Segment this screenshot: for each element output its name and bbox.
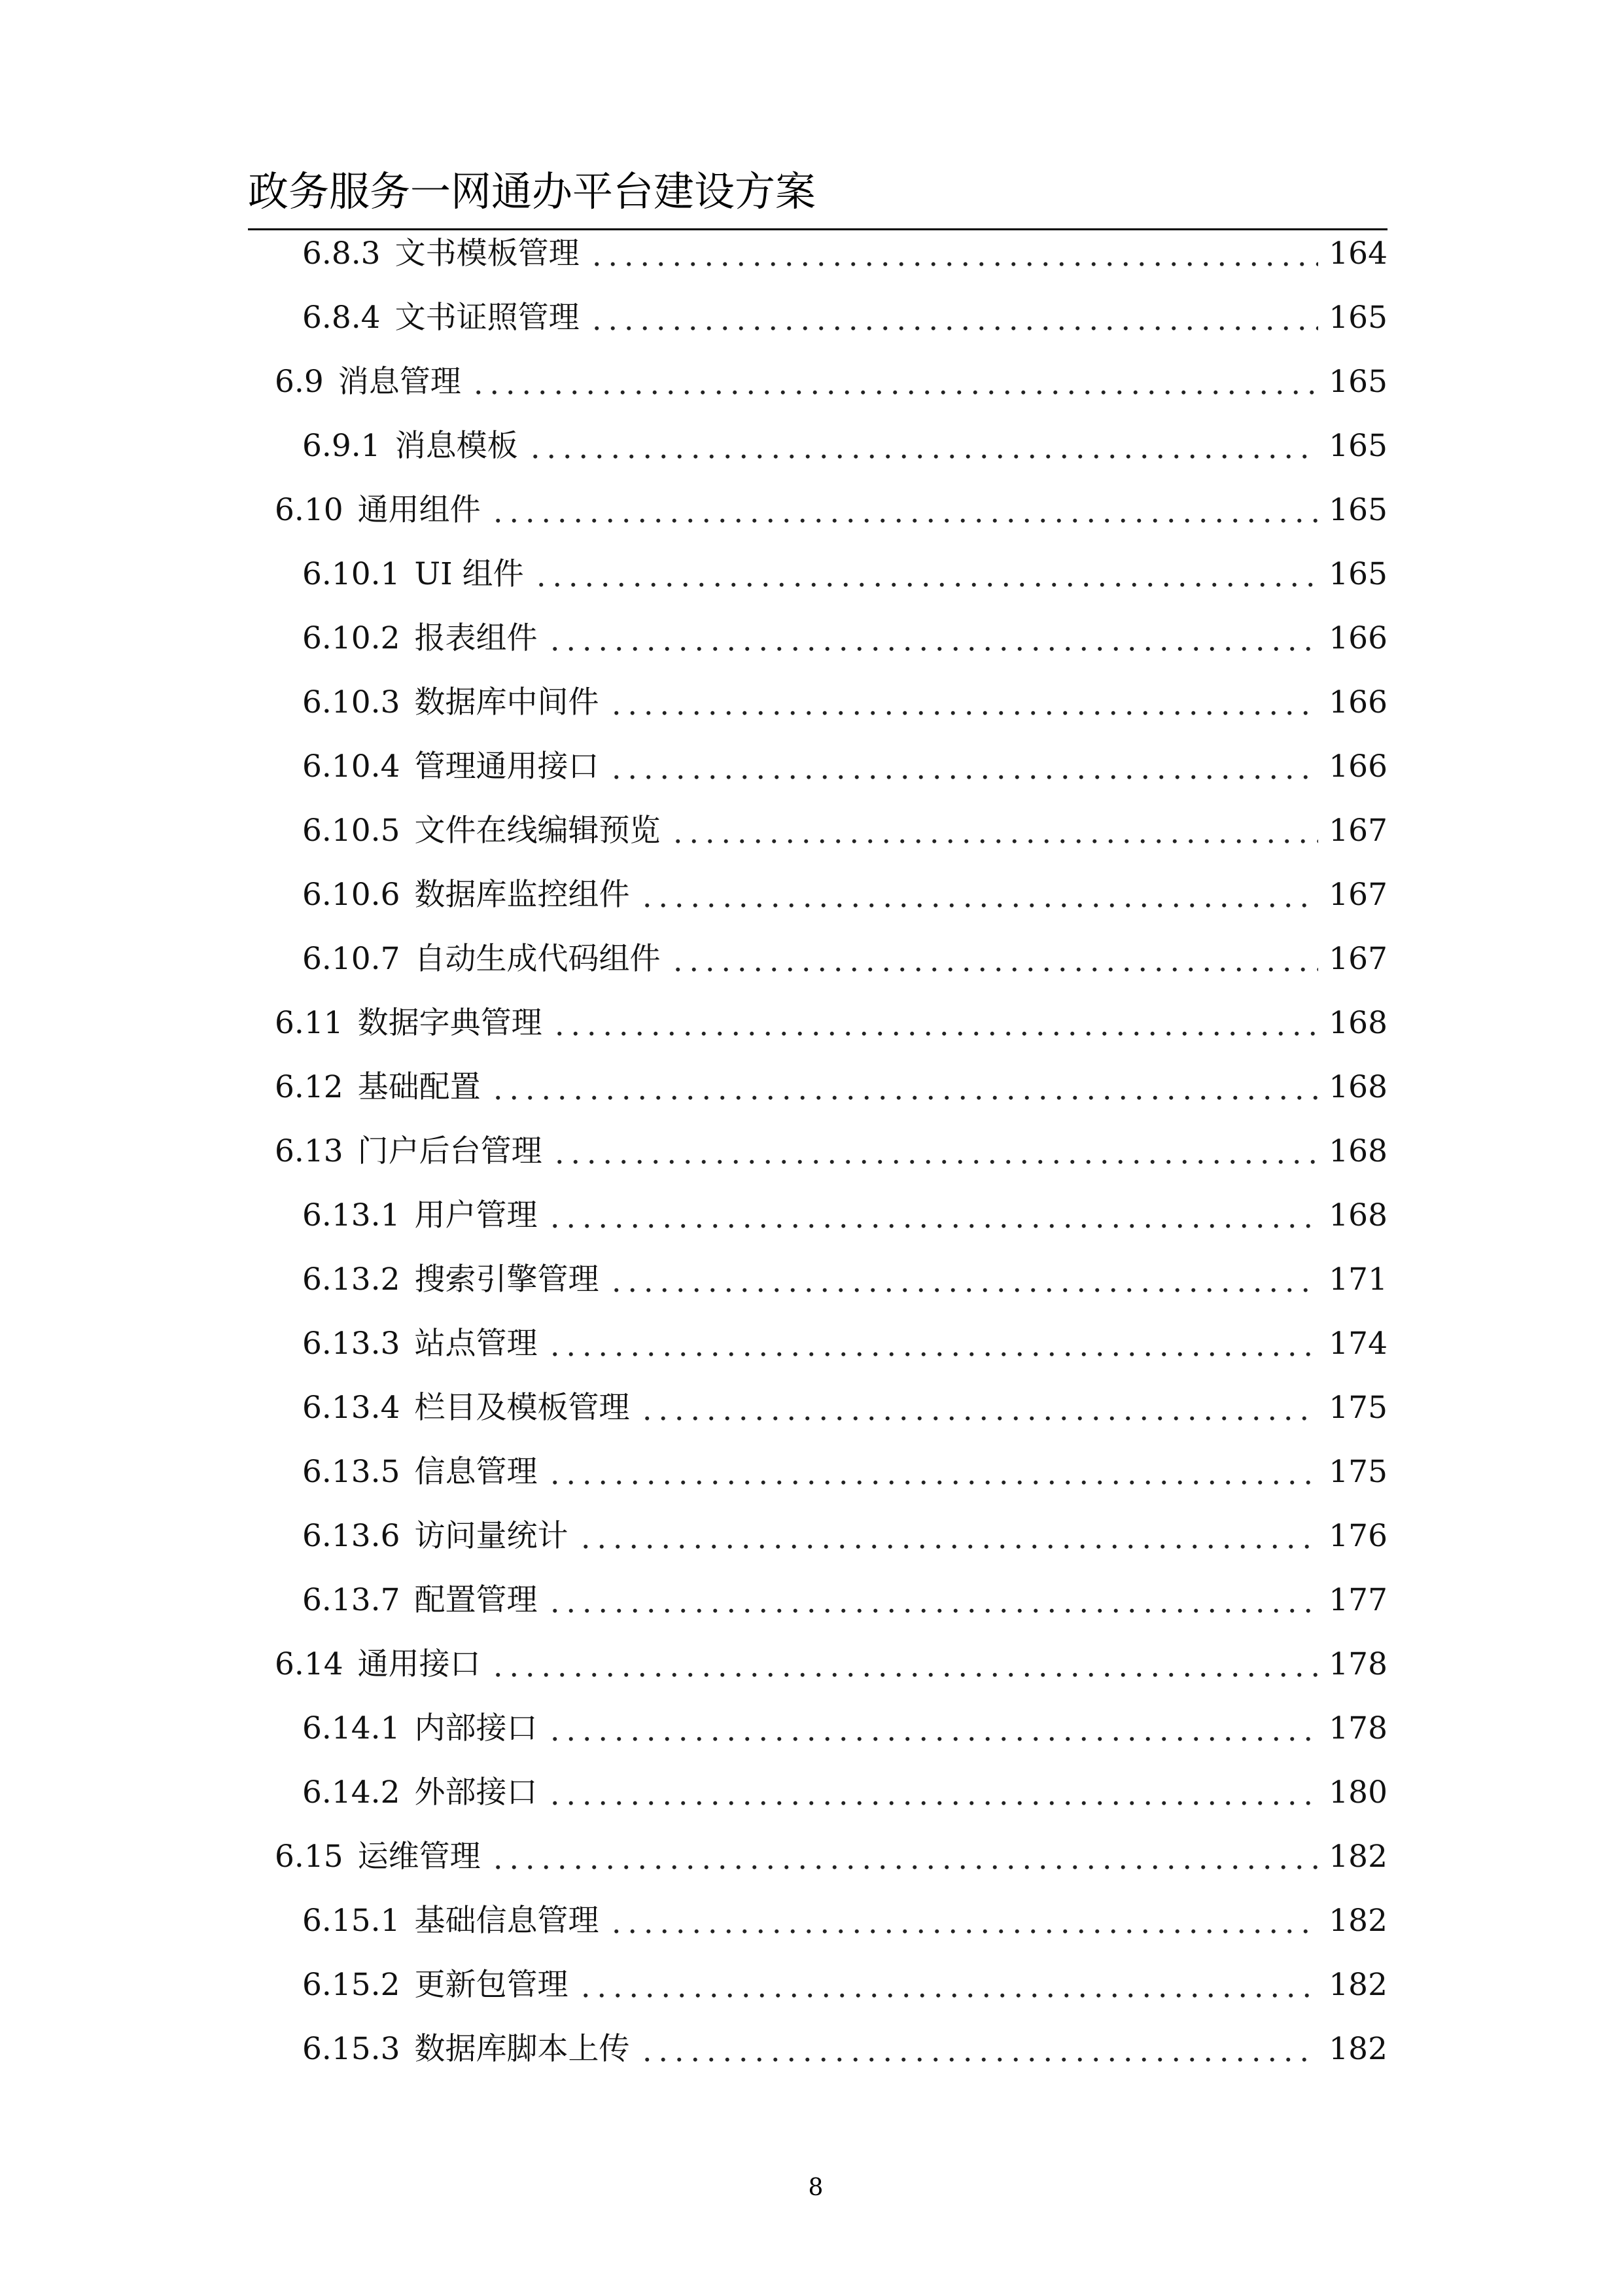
toc-entry-page: 182 [1329,2031,1387,2067]
toc-entry-number: 6.13.7 [302,1582,400,1618]
toc-entry-page: 165 [1329,428,1387,464]
toc-entry-number: 6.10 [275,492,343,528]
toc-entry-title: 文书证照管理 [394,300,580,336]
toc-entry-page: 166 [1329,684,1387,720]
toc-entry-number: 6.13.4 [302,1390,400,1426]
toc-entry-title: 数据库脚本上传 [414,2031,630,2067]
toc-entry-number: 6.10.1 [302,556,400,592]
toc-entry-page: 182 [1329,1839,1387,1875]
dot-leader [608,1262,1319,1298]
toc-entry-title: 通用接口 [357,1646,481,1682]
toc-entry [275,222,1387,286]
toc-entry [275,991,1387,1055]
toc-entry-title: 门户后台管理 [357,1133,542,1169]
toc-entry-title: 信息管理 [414,1454,538,1490]
toc-entry-number: 6.15.3 [302,2031,400,2067]
dot-leader [551,1005,1319,1042]
toc-entry [275,1120,1387,1184]
toc-entry-page: 175 [1329,1390,1387,1426]
toc-entry [275,350,1387,414]
dot-leader [490,1839,1319,1875]
dot-leader [547,1710,1319,1747]
toc-entry [275,286,1387,350]
toc-entry [275,1889,1387,1953]
toc-entry [275,1761,1387,1825]
toc-entry-title: 外部接口 [414,1775,538,1810]
toc-entry-title: 管理通用接口 [414,749,599,785]
toc-entry [275,863,1387,927]
dot-leader [547,620,1319,657]
toc-entry-page: 174 [1329,1326,1387,1362]
dot-leader [608,684,1319,721]
toc-entry-page: 167 [1329,941,1387,977]
dot-leader [578,1518,1319,1555]
toc-entry-number: 6.8.4 [302,300,381,336]
toc-entry [275,735,1387,799]
toc-entry-page: 171 [1329,1262,1387,1298]
toc-entry-page: 168 [1329,1005,1387,1041]
toc-entry-page: 167 [1329,877,1387,913]
toc-entry-number: 6.13.3 [302,1326,400,1362]
toc-entry-page: 166 [1329,749,1387,785]
toc-entry-title: 用户管理 [414,1197,538,1233]
toc-entry [275,1376,1387,1440]
toc-entry-number: 6.13.2 [302,1262,400,1298]
toc-entry-page: 168 [1329,1069,1387,1105]
toc-entry-number: 6.14.1 [302,1710,400,1746]
toc-entry-number: 6.15.1 [302,1903,400,1939]
toc-entry [275,414,1387,478]
toc-entry [275,2017,1387,2081]
dot-leader [608,1903,1319,1939]
dot-leader [551,1133,1319,1170]
toc-entry-page: 165 [1329,492,1387,528]
toc-entry-number: 6.9 [275,364,324,400]
toc-entry-title: 数据库监控组件 [414,877,630,913]
toc-entry-page: 175 [1329,1454,1387,1490]
toc-entry-number: 6.9.1 [302,428,381,464]
toc-entry-number: 6.13.1 [302,1197,400,1233]
toc-entry-title: 基础信息管理 [414,1903,599,1939]
toc-entry [275,1697,1387,1761]
toc-entry-number: 6.13.5 [302,1454,400,1490]
toc-entry-page: 182 [1329,1967,1387,2003]
toc-entry-page: 177 [1329,1582,1387,1618]
toc-entry-title: 更新包管理 [414,1967,568,2003]
toc-entry-number: 6.14 [275,1646,343,1682]
table-of-contents [275,222,1387,2081]
toc-entry-number: 6.13.6 [302,1518,400,1554]
dot-leader [589,300,1319,336]
toc-entry-title: 基础配置 [357,1069,481,1105]
toc-entry [275,607,1387,671]
toc-entry [275,1184,1387,1248]
toc-entry-number: 6.8.3 [302,236,381,272]
toc-entry-title: 站点管理 [414,1326,538,1362]
toc-entry-number: 6.13 [275,1133,343,1169]
toc-entry [275,1825,1387,1889]
toc-entry [275,1633,1387,1697]
toc-entry-page: 168 [1329,1133,1387,1169]
toc-entry-page: 180 [1329,1775,1387,1810]
toc-entry-number: 6.12 [275,1069,343,1105]
toc-entry-page: 165 [1329,556,1387,592]
toc-entry [275,542,1387,607]
toc-entry-page: 182 [1329,1903,1387,1939]
toc-entry-page: 166 [1329,620,1387,656]
dot-leader [490,1069,1319,1106]
toc-entry-title: 消息管理 [338,364,461,400]
toc-entry-page: 178 [1329,1646,1387,1682]
toc-entry [275,1055,1387,1120]
toc-entry-number: 6.10.7 [302,941,400,977]
document-header-title: 政务服务一网通办平台建设方案 [248,168,816,215]
toc-entry-title: 数据库中间件 [414,684,599,720]
toc-entry-title: 消息模板 [394,428,518,464]
page-number: 8 [808,2174,824,2201]
toc-entry-number: 6.15 [275,1839,343,1875]
toc-entry-title: 报表组件 [414,620,538,656]
toc-entry-title: 访问量统计 [414,1518,568,1554]
dot-leader [670,941,1319,978]
toc-entry [275,1953,1387,2017]
dot-leader [639,877,1319,913]
dot-leader [608,749,1319,785]
dot-leader [578,1967,1319,2004]
dot-leader [547,1326,1319,1362]
toc-entry-title: 配置管理 [414,1582,538,1618]
toc-entry-title: 文件在线编辑预览 [414,813,661,849]
toc-entry-title: UI 组件 [414,556,524,592]
toc-entry [275,927,1387,991]
toc-entry-number: 6.15.2 [302,1967,400,2003]
toc-entry-title: 数据字典管理 [357,1005,542,1041]
toc-entry-number: 6.10.5 [302,813,400,849]
toc-entry [275,1312,1387,1376]
toc-entry [275,799,1387,863]
toc-entry [275,1568,1387,1633]
toc-entry-number: 6.10.6 [302,877,400,913]
toc-entry-number: 6.10.2 [302,620,400,656]
toc-entry-title: 搜索引擎管理 [414,1262,599,1298]
toc-entry [275,1440,1387,1504]
toc-entry-title: 自动生成代码组件 [414,941,661,977]
toc-entry-title: 文书模板管理 [394,236,580,272]
dot-leader [547,1582,1319,1619]
dot-leader [589,236,1319,272]
toc-entry-title: 运维管理 [357,1839,481,1875]
toc-entry-number: 6.10.4 [302,749,400,785]
dot-leader [533,556,1319,593]
toc-entry [275,1504,1387,1568]
toc-entry-page: 167 [1329,813,1387,849]
toc-entry [275,671,1387,735]
dot-leader [547,1775,1319,1811]
dot-leader [470,364,1319,400]
toc-entry-page: 176 [1329,1518,1387,1554]
toc-entry-page: 165 [1329,364,1387,400]
toc-entry-title: 栏目及模板管理 [414,1390,630,1426]
dot-leader [547,1197,1319,1234]
dot-leader [639,1390,1319,1426]
toc-entry-title: 通用组件 [357,492,481,528]
dot-leader [490,1646,1319,1683]
dot-leader [639,2031,1319,2068]
toc-entry-title: 内部接口 [414,1710,538,1746]
toc-entry-number: 6.10.3 [302,684,400,720]
toc-entry-number: 6.14.2 [302,1775,400,1810]
toc-entry-page: 165 [1329,300,1387,336]
toc-entry-number: 6.11 [275,1005,343,1041]
dot-leader [670,813,1319,849]
dot-leader [490,492,1319,529]
dot-leader [547,1454,1319,1491]
toc-entry [275,478,1387,542]
toc-entry-page: 178 [1329,1710,1387,1746]
dot-leader [527,428,1319,465]
toc-entry [275,1248,1387,1312]
toc-entry-page: 164 [1329,236,1387,272]
toc-entry-page: 168 [1329,1197,1387,1233]
